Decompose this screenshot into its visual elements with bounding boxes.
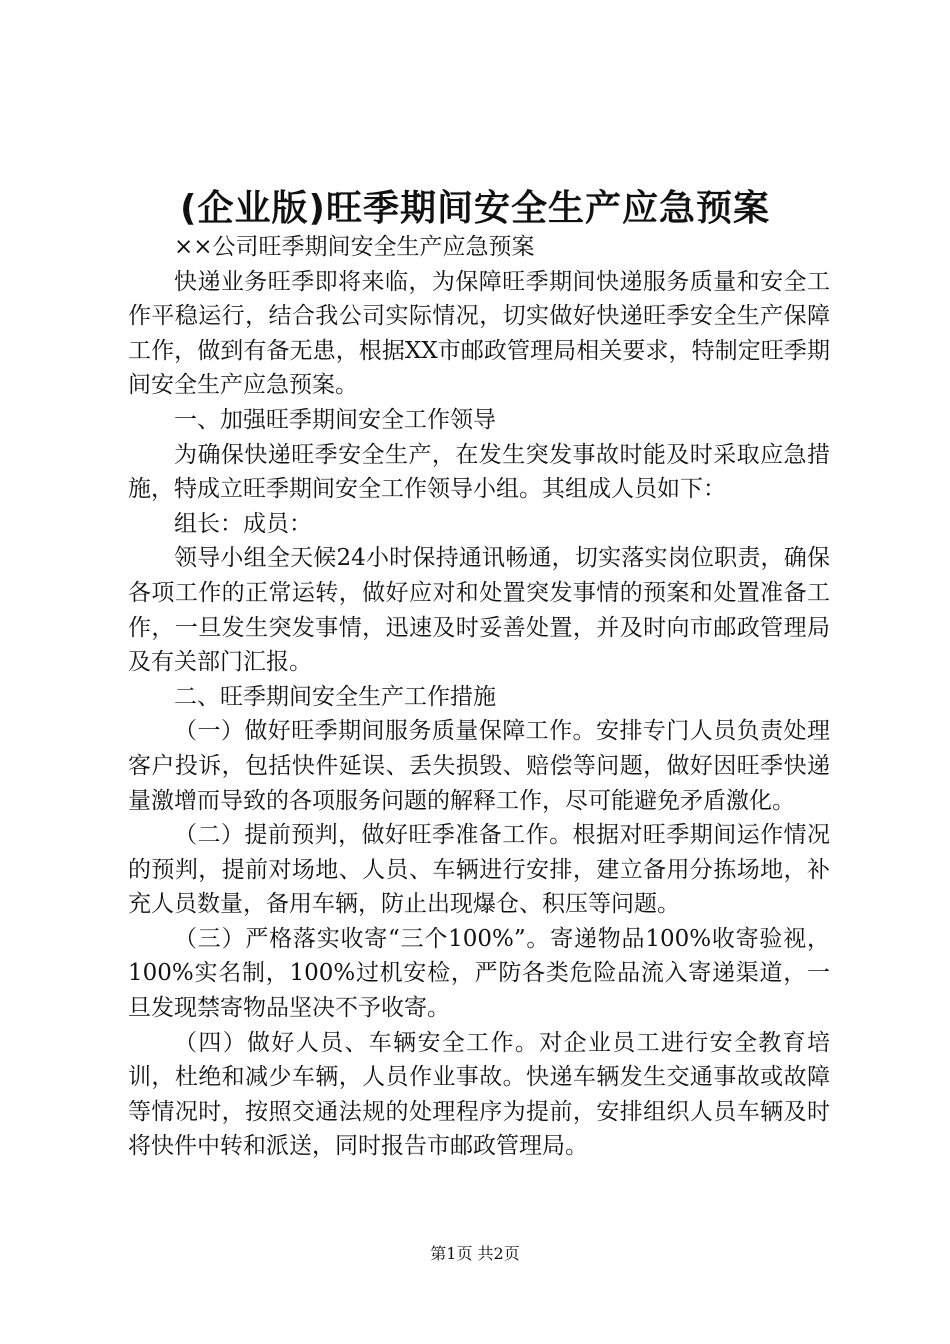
page-number: 第1页 共2页 (430, 1244, 520, 1263)
paragraph-measure-3: （三）严格落实收寄“三个100%”。寄递物品100%收寄验视，100%实名制，100%过机安检，严防各类危险品流入寄递渠道，一旦发现禁寄物品坚决不予收寄。 (128, 925, 830, 1022)
section-heading-2: 二、旺季期间安全生产工作措施 (174, 683, 496, 710)
document-body (128, 230, 830, 1164)
paragraph-leadership: 为确保快递旺季安全生产，在发生突发事故时能及时采取应急措施，特成立旺季期间安全工作领导小组。其组成人员如下： (128, 441, 830, 503)
paragraph-intro: 快递业务旺季即将来临，为保障旺季期间快递服务质量和安全工作平稳运行，结合我公司实际情况，切实做好快递旺季安全生产保障工作，做到有备无患，根据XX市邮政管理局相关要求，特制定旺季期间安全生产应急预案。 (128, 268, 830, 399)
document-title: (企业版)旺季期间安全生产应急预案 (180, 188, 770, 229)
paragraph-measure-4: （四）做好人员、车辆安全工作。对企业员工进行安全教育培训，杜绝和减少车辆，人员作业事故。快递车辆发生交通事故或故障等情况时，按照交通法规的处理程序为提前，安排组织人员车辆及时将快件中转和派送，同时报告市邮政管理局。 (128, 1029, 830, 1160)
paragraph-members: 组长：成员： (174, 510, 312, 537)
paragraph-subtitle: ××公司旺季期间安全生产应急预案 (174, 234, 535, 260)
paragraph-measure-2: （二）提前预判，做好旺季准备工作。根据对旺季期间运作情况的预判，提前对场地、人员、车辆进行安排，建立备用分拣场地，补充人员数量，备用车辆，防止出现爆仓、积压等问题。 (128, 822, 830, 918)
paragraph-measure-1: （一）做好旺季期间服务质量保障工作。安排专门人员负责处理客户投诉，包括快件延误、丢失损毁、赔偿等问题，做好因旺季快递量激增而导致的各项服务问题的解释工作，尽可能避免矛盾激化。 (128, 718, 830, 814)
section-heading-1: 一、加强旺季期间安全工作领导 (174, 406, 496, 433)
paragraph-duty: 领导小组全天候24小时保持通讯畅通，切实落实岗位职责，确保各项工作的正常运转，做好应对和处置突发事情的预案和处置准备工作，一旦发生突发事情，迅速及时妥善处置，并及时向市邮政管理局及有关部门汇报。 (128, 545, 830, 676)
